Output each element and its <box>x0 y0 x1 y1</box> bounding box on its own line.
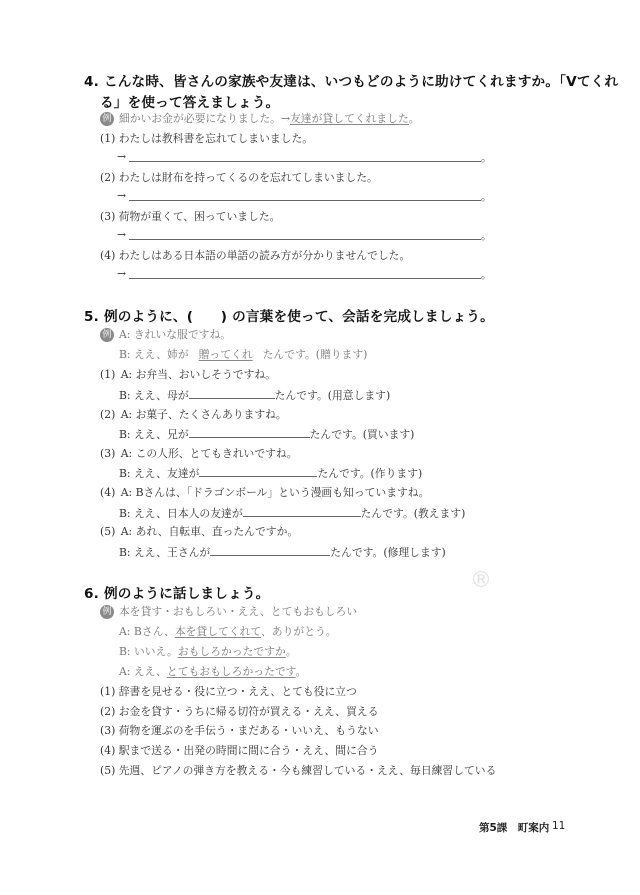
q4-item-2: (2) わたしは財布を持ってくるのを忘れてしまいました。 <box>100 171 378 184</box>
q5-item-5-a <box>100 524 298 539</box>
q6-item-5: (5) 先週、ピアノの弾き方を教える・今も練習している・ええ、毎日練習している <box>100 764 497 777</box>
line-b-pre: B: ええ、母が <box>119 389 189 402</box>
answer-period: 。 <box>481 229 492 242</box>
line-b-pre: B: ええ、王さんが <box>119 546 211 559</box>
line-a: A: あれ、自転車、直ったんですか。 <box>120 525 299 538</box>
item-number: (2) <box>100 408 116 421</box>
watermark <box>265 566 393 631</box>
item-number: (5) <box>100 525 116 538</box>
q5-example-b-pre: B: ええ、姉が <box>119 348 189 361</box>
q4-example-answer: 友達が貸してくれました <box>290 112 409 125</box>
answer-blank[interactable] <box>210 544 330 556</box>
answer-period: 。 <box>481 190 492 203</box>
q5-item-1-a <box>100 367 276 382</box>
q4-item-1: (1) わたしは教科書を忘れてしまいました。 <box>100 132 314 145</box>
line-b-post: たんです。(教えます) <box>360 507 466 520</box>
line-a1-pre: A: Bさん、 <box>119 625 175 638</box>
line-a2-post: 。 <box>295 665 307 678</box>
q4-item-4: (4) わたしはある日本語の単語の読み方が分かりませんでした。 <box>100 249 411 262</box>
line-b-pre: B: いいえ。 <box>119 645 178 658</box>
line-a2-underlined: とてもおもしろかったです <box>166 665 296 678</box>
q4-title-line1: 4. こんな時、皆さんの家族や友達は、いつもどのように助けてくれますか。「Vてくれ <box>84 74 619 90</box>
line-a: A: Bさんは、「ドラゴンボール」という漫画も知っていますね。 <box>120 486 430 499</box>
q4-example-text: 細かいお金が必要になりました。→ <box>119 112 290 125</box>
arrow-icon: → <box>117 150 127 163</box>
q4-title-line2: る」を使って答えましょう。 <box>100 95 280 111</box>
example-badge: 例 <box>100 605 114 619</box>
q5-example-b-blank: 贈ってくれ <box>198 348 253 361</box>
q6-example-a1 <box>119 624 337 639</box>
q5-item-3-b <box>119 465 422 481</box>
q5-example-a <box>100 327 231 342</box>
answer-blank[interactable] <box>243 505 361 517</box>
item-number: (3) <box>100 447 116 460</box>
footer-lesson: 第5課 町案内 <box>479 822 550 834</box>
q5-item-4-a <box>100 485 429 500</box>
line-b-post: たんです。(作ります) <box>317 467 423 480</box>
q4-example <box>100 111 420 126</box>
registered-mark-icon: ® <box>470 568 492 593</box>
page-number: 11 <box>552 820 566 832</box>
q6-item-2: (2) お金を貸す・うちに帰る切符が買える・ええ、買える <box>100 705 379 718</box>
answer-line[interactable] <box>129 161 481 162</box>
line-a1-underlined: 本を貸してくれて <box>174 625 262 638</box>
q6-item-1: (1) 辞書を見せる・役に立つ・ええ、とても役に立つ <box>100 685 357 698</box>
arrow-icon: → <box>117 228 127 241</box>
q5-item-2-b <box>119 426 414 442</box>
line-a: A: この人形、とてもきれいですね。 <box>120 447 298 460</box>
line-b-post: 。 <box>285 645 297 658</box>
answer-period: 。 <box>481 268 492 281</box>
q6-example-b <box>119 644 297 659</box>
item-number: (4) <box>100 486 116 499</box>
q5-item-2-a <box>100 407 287 422</box>
q6-example-prompt-text: 本を貸す・おもしろい・ええ、とてもおもしろい <box>119 605 358 618</box>
line-b-post: たんです。(買います) <box>309 428 415 441</box>
example-badge: 例 <box>100 328 114 342</box>
q5-example-b <box>119 347 367 362</box>
q5-example-b-post: たんです。(贈ります) <box>262 348 368 361</box>
line-b-post: たんです。(用意します) <box>274 389 391 402</box>
example-badge: 例 <box>100 112 114 126</box>
line-a2-pre: A: ええ、 <box>119 665 167 678</box>
line-b-pre: B: ええ、友達が <box>119 467 200 480</box>
line-a: A: お菓子、たくさんありますね。 <box>120 408 287 421</box>
q5-item-4-b <box>119 505 465 521</box>
q6-title: 6. 例のように話しましょう。 <box>84 586 270 602</box>
answer-line[interactable] <box>129 278 481 279</box>
line-a1-post: 、ありがとう。 <box>261 625 337 638</box>
line-b-pre: B: ええ、兄が <box>119 428 189 441</box>
q5-item-3-a <box>100 446 298 461</box>
q6-item-3: (3) 荷物を運ぶのを手伝う・まだある・いいえ、もうない <box>100 724 379 737</box>
q5-item-5-b <box>119 544 446 560</box>
item-number: (1) <box>100 368 116 381</box>
answer-line[interactable] <box>129 239 481 240</box>
arrow-icon: → <box>117 267 127 280</box>
q4-item-3: (3) 荷物が重くて、困っていました。 <box>100 210 281 223</box>
line-b-underlined: おもしろかったですか <box>177 645 286 658</box>
q5-example-a-text: A: きれいな服ですね。 <box>119 328 232 341</box>
answer-blank[interactable] <box>189 426 310 438</box>
line-a: A: お弁当、おいしそうですね。 <box>120 368 276 381</box>
answer-blank[interactable] <box>199 465 317 477</box>
q6-item-4: (4) 駅まで送る・出発の時間に間に合う・ええ、間に合う <box>100 744 379 757</box>
line-b-post: たんです。(修理します) <box>330 546 446 559</box>
answer-period: 。 <box>481 151 492 164</box>
q4-example-end: 。 <box>408 112 420 125</box>
q5-item-1-b <box>119 387 390 403</box>
line-b-pre: B: ええ、日本人の友達が <box>119 507 243 520</box>
q6-example-prompt <box>100 604 357 619</box>
q6-example-a2 <box>119 664 306 679</box>
answer-blank[interactable] <box>189 387 275 399</box>
answer-line[interactable] <box>129 200 481 201</box>
q5-title: 5. 例のように、( ) の言葉を使って、会話を完成しましょう。 <box>84 309 494 325</box>
arrow-icon: → <box>117 189 127 202</box>
